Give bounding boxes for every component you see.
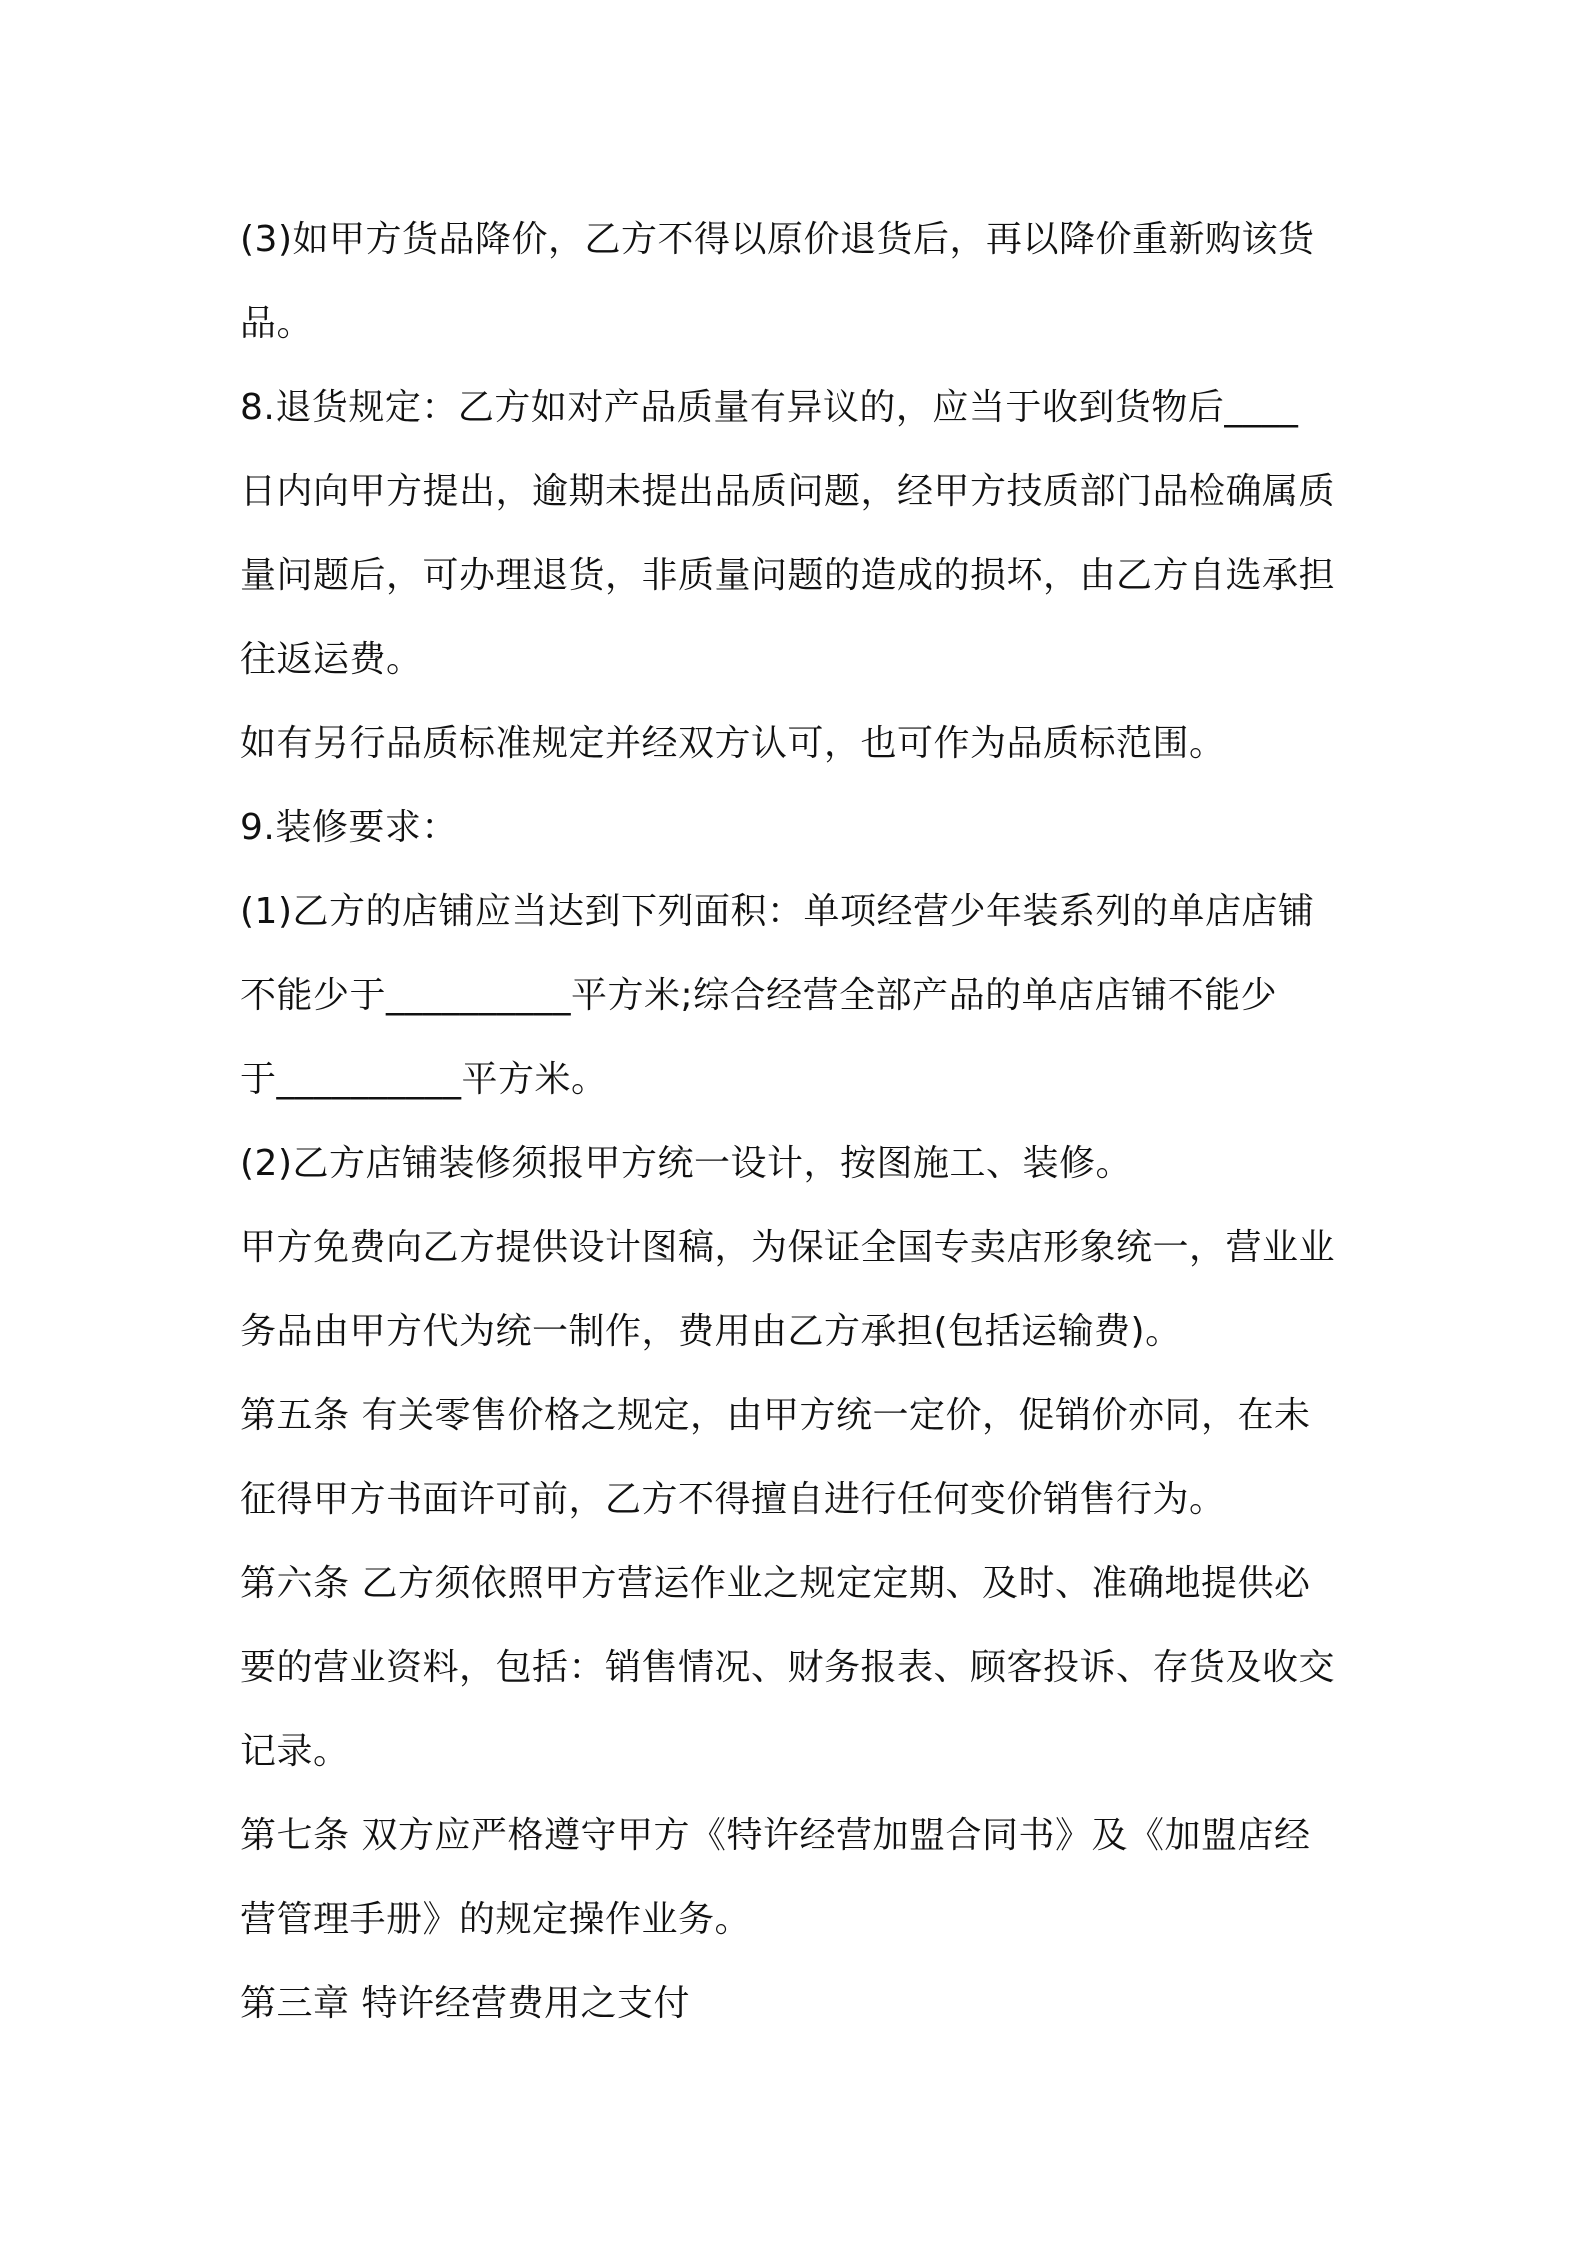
text-line: 9.装修要求：: [240, 807, 458, 848]
text-line: 日内向甲方提出，逾期未提出品质问题，经甲方技质部门品检确属质: [240, 471, 1336, 512]
section-heading: 第三章 特许经营费用之支付: [240, 1983, 690, 2024]
text-line: 8.退货规定：乙方如对产品质量有异议的，应当于收到货物后____: [240, 387, 1299, 428]
text-line: 往返运费。: [240, 639, 423, 680]
text-line: 第五条 有关零售价格之规定，由甲方统一定价，促销价亦同，在未: [240, 1395, 1311, 1436]
text-line: 于__________平方米。: [240, 1059, 608, 1100]
document-body: [240, 198, 1360, 2046]
text-line: (1)乙方的店铺应当达到下列面积：单项经营少年装系列的单店店铺: [240, 891, 1315, 932]
text-line: 第六条 乙方须依照甲方营运作业之规定定期、及时、准确地提供必: [240, 1563, 1311, 1604]
text-line: 征得甲方书面许可前，乙方不得擅自进行任何变价销售行为。: [240, 1479, 1226, 1520]
text-line: (3)如甲方货品降价，乙方不得以原价退货后，再以降价重新购该货: [240, 219, 1315, 260]
text-line: 品。: [240, 303, 314, 344]
text-line: 要的营业资料，包括：销售情况、财务报表、顾客投诉、存货及收交: [240, 1647, 1336, 1688]
text-line: 量问题后，可办理退货，非质量问题的造成的损坏，由乙方自选承担: [240, 555, 1336, 596]
text-line: (2)乙方店铺装修须报甲方统一设计，按图施工、装修。: [240, 1143, 1132, 1184]
text-line: 记录。: [240, 1731, 350, 1772]
text-line: 务品由甲方代为统一制作，费用由乙方承担(包括运输费)。: [240, 1311, 1182, 1352]
text-line: 甲方免费向乙方提供设计图稿，为保证全国专卖店形象统一，营业业: [240, 1227, 1336, 1268]
text-line: 如有另行品质标准规定并经双方认可，也可作为品质标范围。: [240, 723, 1226, 764]
text-line: 第七条 双方应严格遵守甲方《特许经营加盟合同书》及《加盟店经: [240, 1815, 1311, 1856]
text-line: 营管理手册》的规定操作业务。: [240, 1899, 752, 1940]
text-line: 不能少于__________平方米;综合经营全部产品的单店店铺不能少: [240, 975, 1278, 1016]
